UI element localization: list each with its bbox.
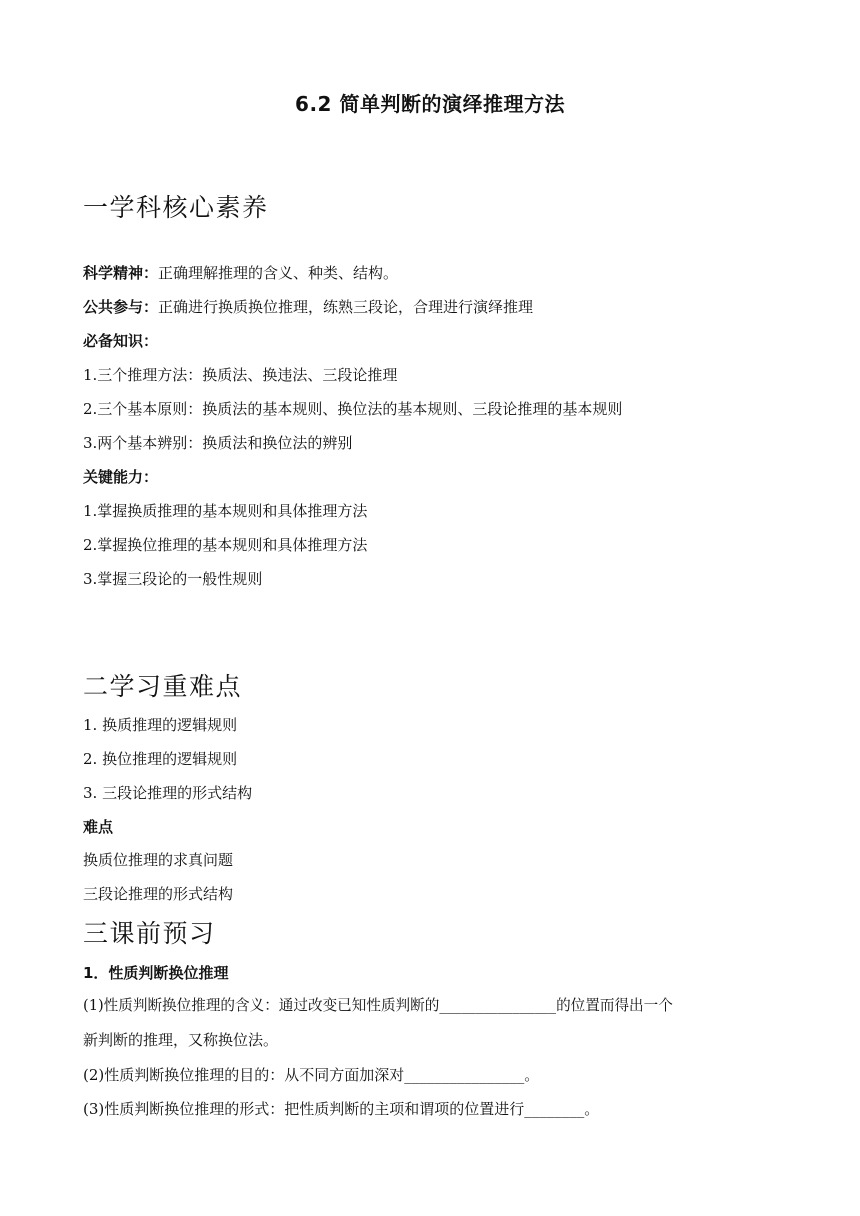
key-point-item: 3. 三段论推理的形式结构 [83,784,253,802]
difficulty-label: 难点 [83,818,114,836]
difficulty-item: 换质位推理的求真问题 [83,851,234,869]
ability-item: 1.掌握换质推理的基本规则和具体推理方法 [83,502,368,520]
knowledge-item: 2.三个基本原则：换质法的基本规则、换位法的基本规则、三段论推理的基本规则 [83,400,623,418]
difficulty-item: 三段论推理的形式结构 [83,885,234,903]
knowledge-label: 必备知识： [83,332,159,350]
key-point-item: 1. 换质推理的逻辑规则 [83,716,238,734]
science-spirit-line [83,262,398,283]
science-spirit-label: 科学精神： [83,264,159,282]
question-1-line-2: 新判断的推理，又称换位法。 [83,1031,279,1049]
section1-heading: 一学科核心素养 [83,193,269,222]
question-2: (2)性质判断换位推理的目的：从不同方面加深对________________。 [83,1066,540,1084]
public-participation-label: 公共参与： [83,298,159,316]
science-spirit-text: 正确理解推理的含义、种类、结构。 [158,264,399,282]
question-1-line-1: (1)性质判断换位推理的含义：通过改变已知性质判断的________________的位置而得出一个 [83,997,673,1014]
public-participation-line [83,296,533,317]
question-3: (3)性质判断换位推理的形式：把性质判断的主项和谓项的位置进行________。 [83,1100,600,1118]
section2-heading: 二学习重难点 [83,672,243,701]
knowledge-item: 3.两个基本辨别：换质法和换位法的辨别 [83,434,353,452]
public-participation-text: 正确进行换质换位推理，练熟三段论，合理进行演绎推理 [158,298,534,316]
ability-item: 3.掌握三段论的一般性规则 [83,570,263,588]
ability-item: 2.掌握换位推理的基本规则和具体推理方法 [83,536,368,554]
knowledge-item: 1.三个推理方法：换质法、换违法、三段论推理 [83,366,398,384]
preview-subheading: 1．性质判断换位推理 [83,964,229,982]
key-point-item: 2. 换位推理的逻辑规则 [83,750,238,768]
section3-heading: 三课前预习 [83,919,216,948]
ability-label: 关键能力： [83,468,159,486]
document-title: 6.2 简单判断的演绎推理方法 [295,92,565,116]
